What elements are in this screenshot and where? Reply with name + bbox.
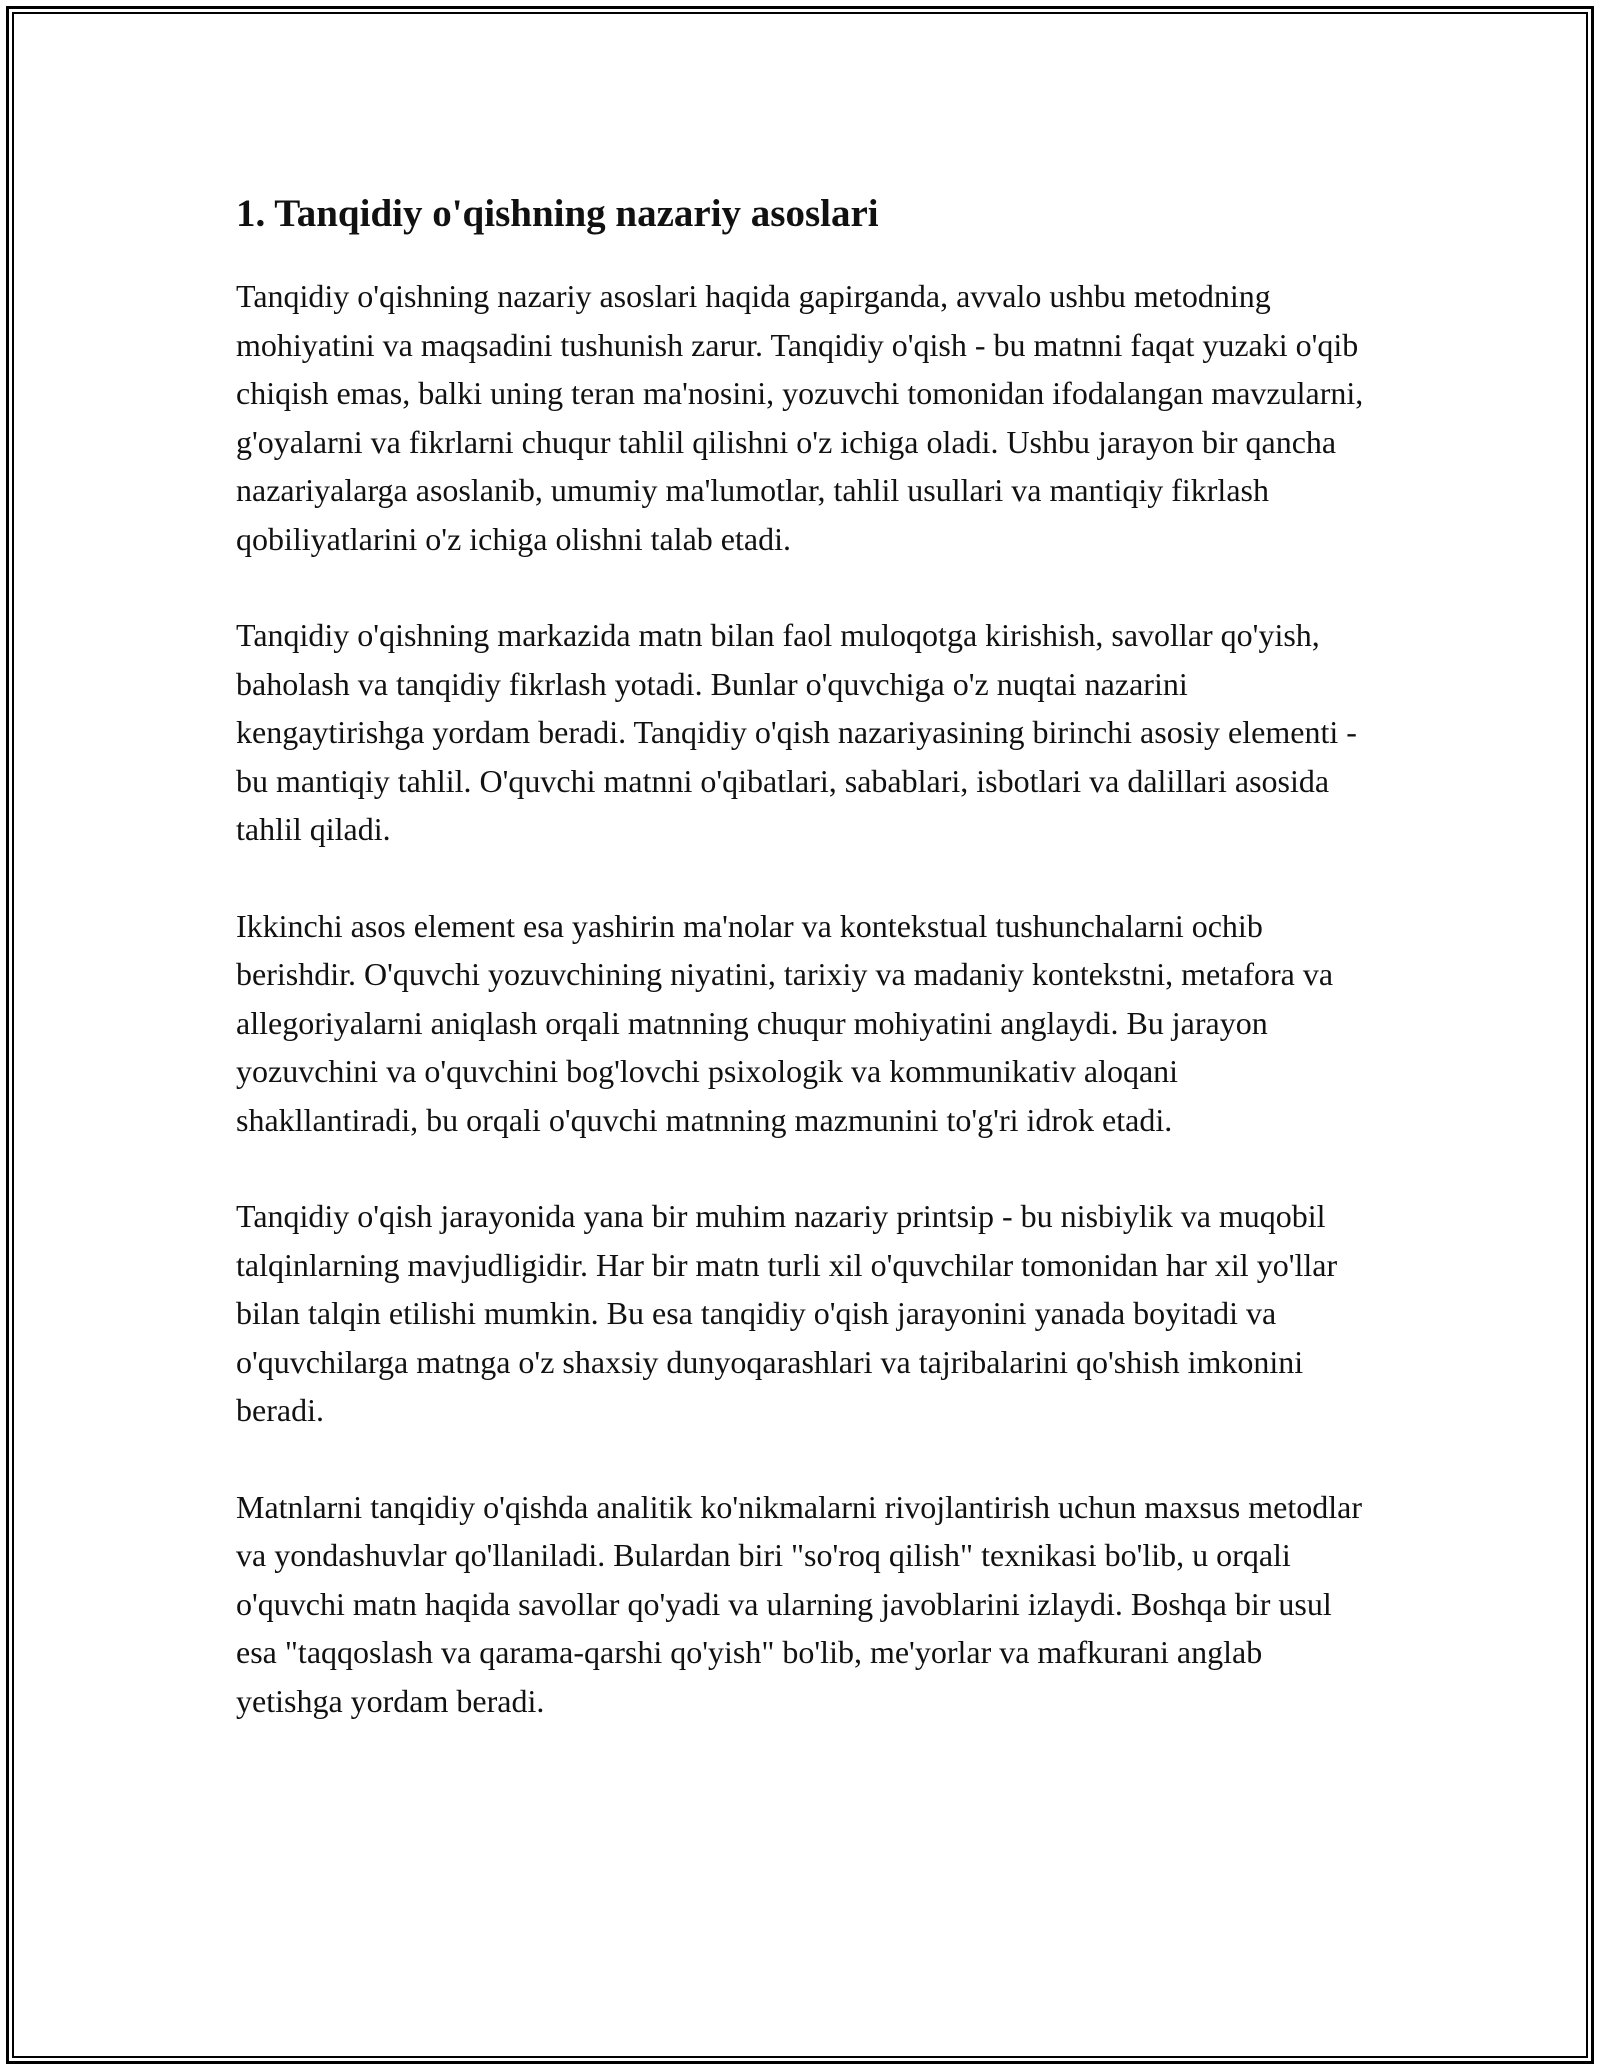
paragraph-5: Matnlarni tanqidiy o'qishda analitik ko'nikmalarni rivojlantirish uchun maxsus metodlar va yondashuvlar qo'llaniladi. Bulardan biri "so'roq qilish" texnikasi bo'lib, u orqali o'quvchi matn haqida savollar qo'yadi va ularning javoblarini izlaydi. Boshqa bir usul esa "taqqoslash va qarama-qarshi qo'yish" bo'lib, me'yorlar va mafkurani anglab yetishga yordam beradi.: [236, 1488, 1362, 1719]
paragraph-2: Tanqidiy o'qishning markazida matn bilan faol muloqotga kirishish, savollar qo'yish, baholash va tanqidiy fikrlash yotadi. Bunlar o'quvchiga o'z nuqtai nazarini kengaytirishga yordam beradi. Tanqidiy o'qish nazariyasining birinchi asosiy elementi - bu mantiqiy tahlil. O'quvchi matnni o'qibatlari, sabablari, isbotlari va dalillari asosida tahlil qiladi.: [236, 617, 1357, 847]
section-heading: 1. Tanqidiy o'qishning nazariy asoslari: [236, 192, 879, 235]
document-body: [236, 188, 1366, 1773]
paragraph-1: Tanqidiy o'qishning nazariy asoslari haqida gapirganda, avvalo ushbu metodning mohiyatini va maqsadini tushunish zarur. Tanqidiy o'qish - bu matnni faqat yuzaki o'qib chiqish emas, balki uning teran ma'nosini, yozuvchi tomonidan ifodalangan mavzularni, g'oyalarni va fikrlarni chuqur tahlil qilishni o'z ichiga oladi. Ushbu jarayon bir qancha nazariyalarga asoslanib, umumiy ma'lumotlar, tahlil usullari va mantiqiy fikrlash qobiliyatlarini o'z ichiga olishni talab etadi.: [236, 278, 1364, 557]
paragraph-3: Ikkinchi asos element esa yashirin ma'nolar va kontekstual tushunchalarni ochib berishdir. O'quvchi yozuvchining niyatini, tarixiy va madaniy kontekstni, metafora va allegoriyalarni aniqlash orqali matnning chuqur mohiyatini anglaydi. Bu jarayon yozuvchini va o'quvchini bog'lovchi psixologik va kommunikativ aloqani shakllantiradi, bu orqali o'quvchi matnning mazmunini to'g'ri idrok etadi.: [236, 907, 1334, 1138]
paragraph-4: Tanqidiy o'qish jarayonida yana bir muhim nazariy printsip - bu nisbiylik va muqobil talqinlarning mavjudligidir. Har bir matn turli xil o'quvchilar tomonidan har xil yo'llar bilan talqin etilishi mumkin. Bu esa tanqidiy o'qish jarayonini yanada boyitadi va o'quvchilarga matnga o'z shaxsiy dunyoqarashlari va tajribalarini qo'shish imkonini beradi.: [236, 1198, 1338, 1428]
